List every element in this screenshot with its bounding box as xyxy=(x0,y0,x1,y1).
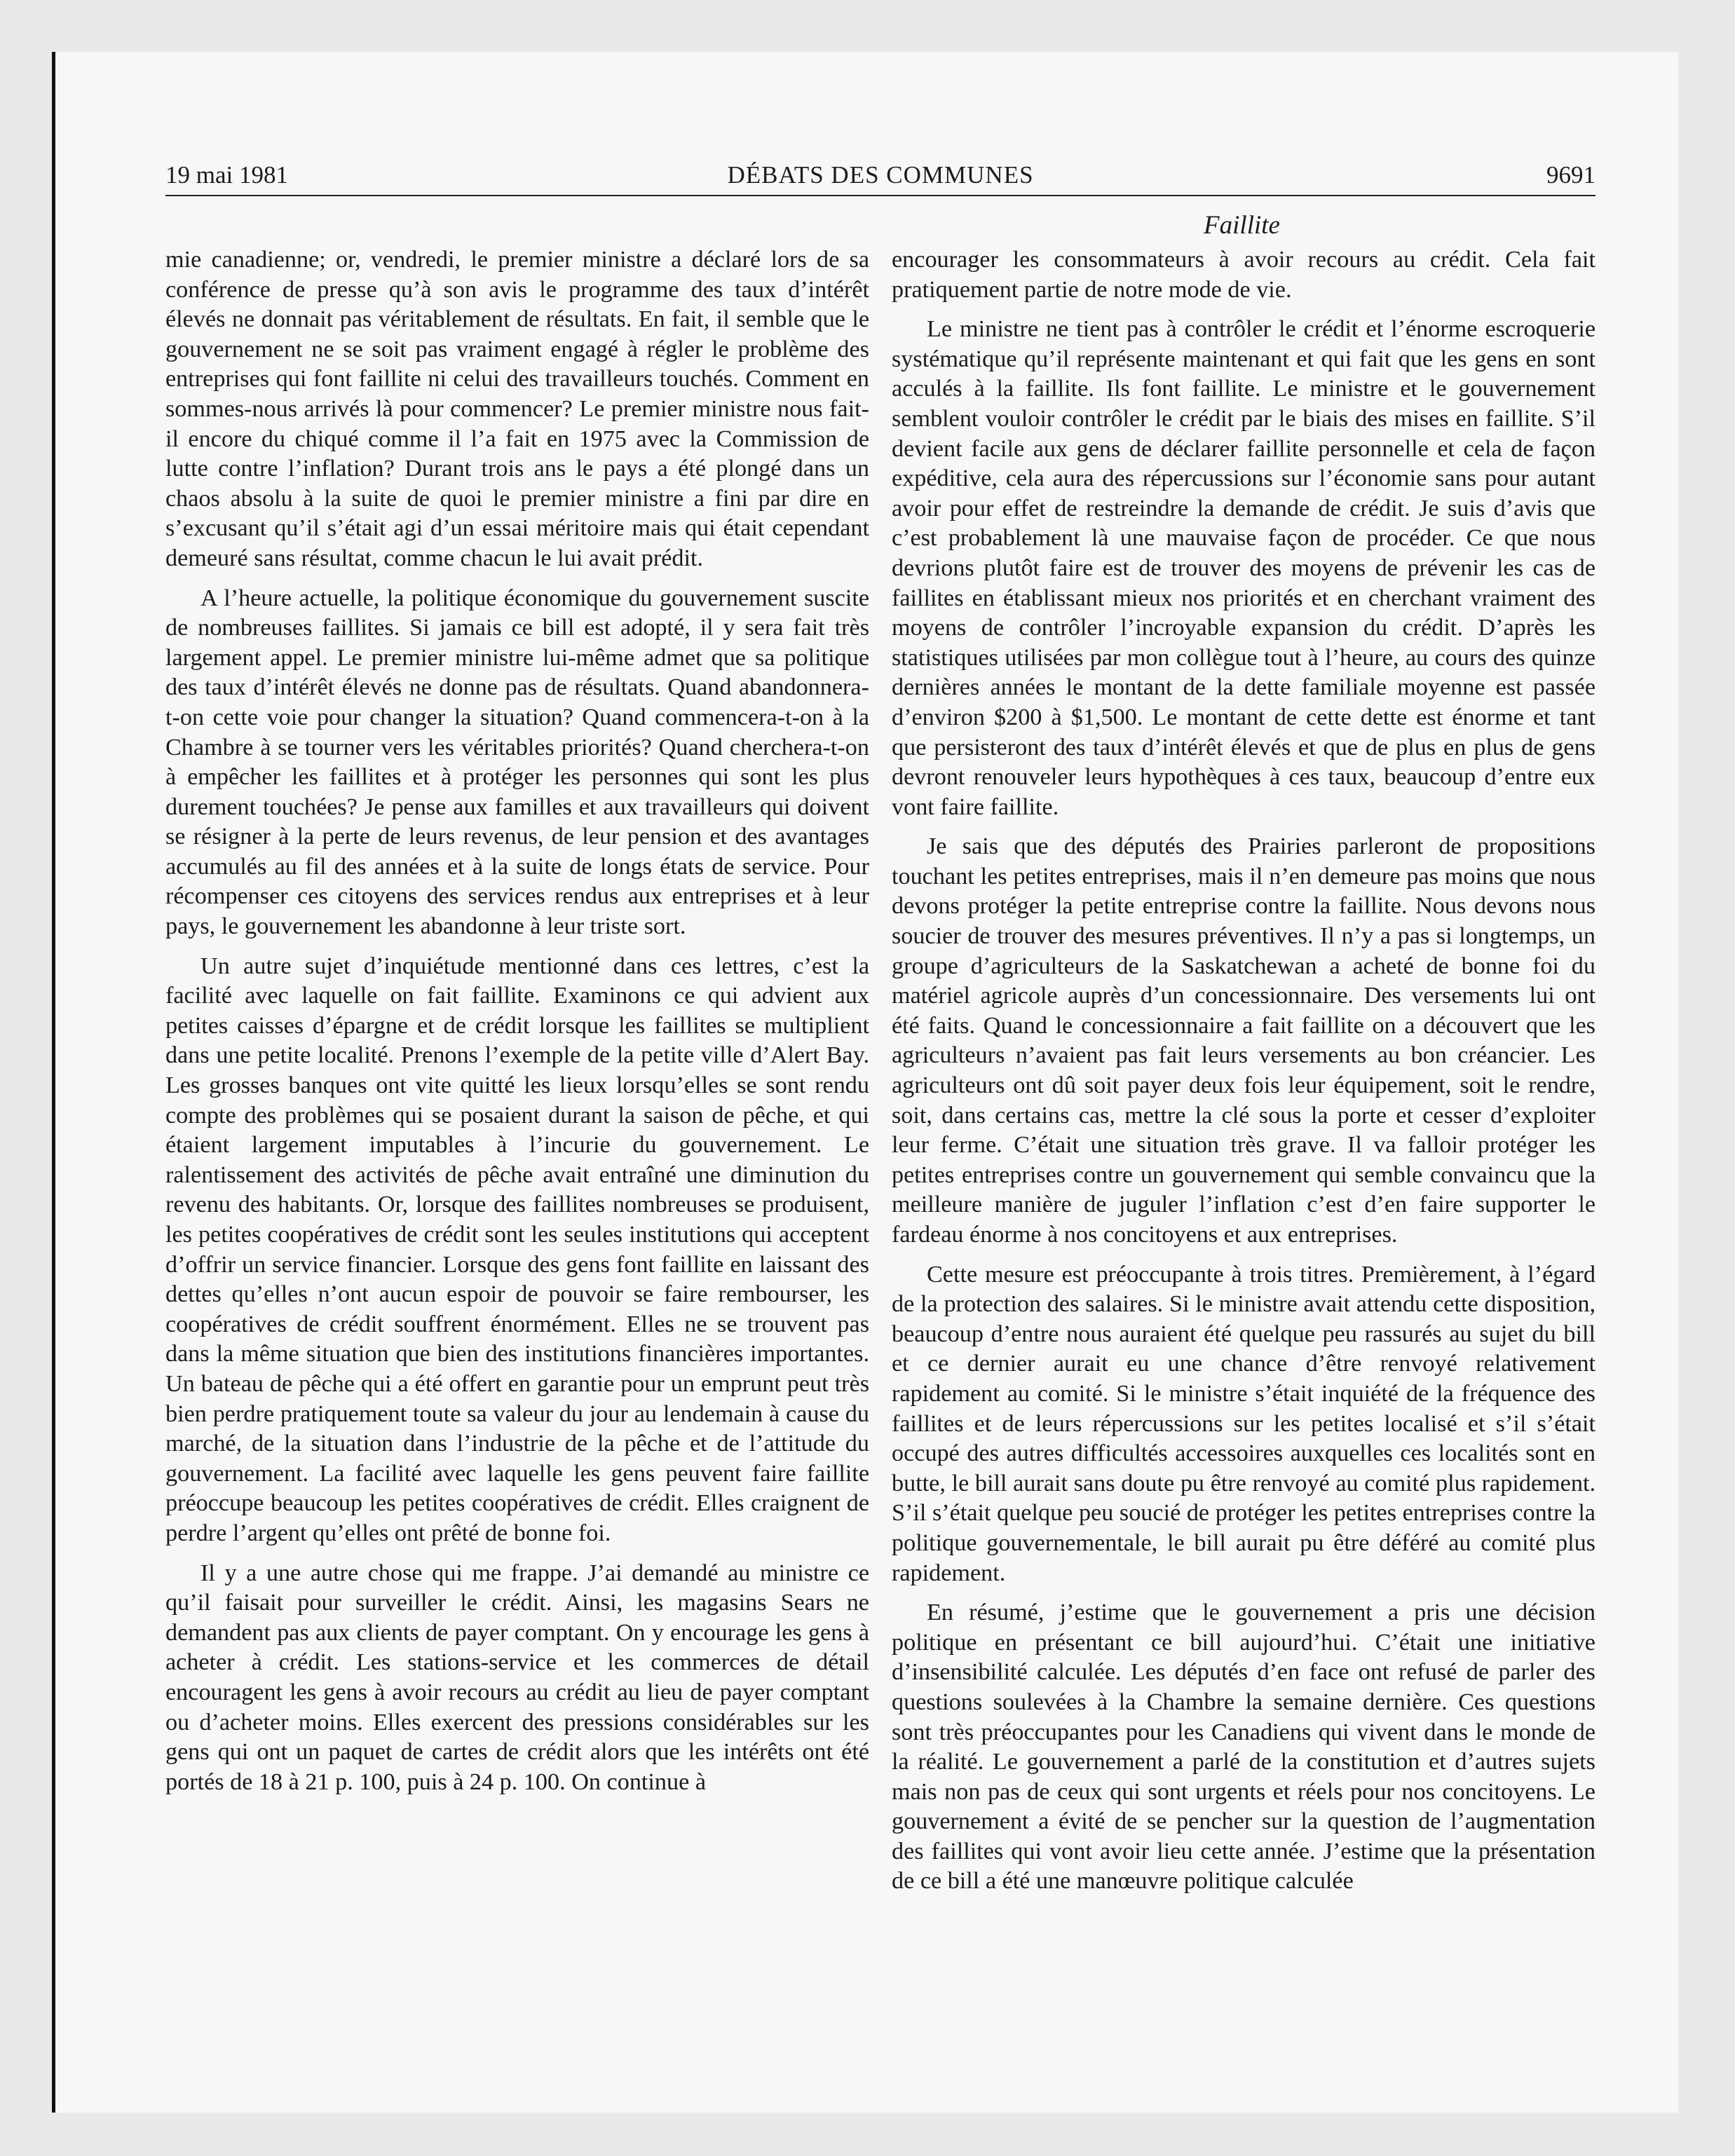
paragraph: Je sais que des députés des Prairies parleront de propositions touchant les petites entreprises, mais il n’en demeure pas moins que nous devons protéger la petite entreprise contre la faillite. Nous devons nous soucier de trouver des mesures préventives. Il n’y a pas si longtemps, un groupe d’agriculteurs de la Saskatchewan a acheté de bonne foi du matériel agricole auprès d’un concessionnaire. Des versements lui ont été faits. Quand le concessionnaire a fait faillite on a découvert que les agriculteurs n’avaient pas fait leurs versements au bon créancier. Les agriculteurs ont dû soit payer deux fois leur équipement, soit le rendre, soit, dans certains cas, mettre la clé sous la porte et cesser d’exploiter leur ferme. C’était une situation très grave. Il va falloir protéger les petites entreprises contre un gouvernement qui semble convaincu que la meilleure manière de juguler l’inflation c’est d’en faire supporter le fardeau énorme à nos concitoyens et aux entreprises. xyxy=(892,833,1595,1248)
header-title: DÉBATS DES COMMUNES xyxy=(727,161,1034,189)
right-column xyxy=(892,245,1595,1906)
left-column xyxy=(165,245,869,1807)
paragraph: encourager les consommateurs à avoir recours au crédit. Cela fait pratiquement partie de notre mode de vie. xyxy=(892,247,1595,303)
page-number: 9691 xyxy=(1546,161,1595,189)
paragraph: Le ministre ne tient pas à contrôler le crédit et l’énorme escroquerie systématique qu’il représente maintenant et qui fait que les gens en sont acculés à la faillite. Ils font faillite. Le ministre et le gouvernement semblent vouloir contrôler le crédit par le biais des mises en faillite. S’il devient facile aux gens de déclarer faillite personnelle et cela de façon expéditive, cela aura des répercussions sur l’économie sans pour autant avoir pour effet de restreindre la demande de crédit. Je suis d’avis que c’est probablement là une mauvaise façon de procéder. Ce que nous devrions plutôt faire est de trouver des moyens de prévenir les cas de faillites en établissant mieux nos priorités et en cherchant vraiment des moyens de contrôler l’incroyable expansion du crédit. D’après les statistiques utilisées par mon collègue tout à l’heure, au cours des quinze dernières années le montant de la dette familiale moyenne est passée d’environ $200 à $1,500. Le montant de cette dette est énorme et tant que persisteront des taux d’intérêt élevés et que de plus en plus de gens devront renouveler leurs hypothèques à ces taux, beaucoup d’entre eux vont faire faillite. xyxy=(892,316,1595,820)
paragraph: mie canadienne; or, vendredi, le premier ministre a déclaré lors de sa conférence de presse qu’à son avis le programme des taux d’intérêt élevés ne donnait pas véritablement de résultats. En fait, il semble que le gouvernement ne se soit pas vraiment engagé à régler le problème des entreprises qui font faillite ni celui des travailleurs touchés. Comment en sommes-nous arrivés là pour commencer? Le premier ministre nous fait-il encore du chiqué comme il l’a fait en 1975 avec la Commission de lutte contre l’inflation? Durant trois ans le pays a été plongé dans un chaos absolu à la suite de quoi le premier ministre a fini par dire en s’excusant qu’il s’était agi d’un essai méritoire mais qui était cependant demeuré sans résultat, comme chacun le lui avait prédit. xyxy=(165,247,869,571)
running-header xyxy=(165,161,1595,196)
scan-edge xyxy=(52,52,55,2113)
paragraph: Un autre sujet d’inquiétude mentionné dans ces lettres, c’est la facilité avec laquelle on fait faillite. Examinons ce qui advient aux petites caisses d’épargne et de crédit lorsque les faillites se multiplient dans une petite localité. Prenons l’exemple de la petite ville d’Alert Bay. Les grosses banques ont vite quitté les lieux lorsqu’elles se sont rendu compte des problèmes qui se posaient durant la saison de pêche, et qui étaient largement imputables à l’incurie du gouvernement. Le ralentissement des activités de pêche avait entraîné une diminution du revenu des habitants. Or, lorsque des faillites nombreuses se produisent, les petites coopératives de crédit sont les seules institutions qui acceptent d’offrir un service financier. Lorsque des gens font faillite en laissant des dettes qu’elles n’ont aucun espoir de pouvoir se faire rembourser, les coopératives de crédit souffrent énormément. Elles ne se trouvent pas dans la même situation que bien des institutions financières importantes. Un bateau de pêche qui a été offert en garantie pour un emprunt peut très bien perdre pratiquement toute sa valeur du jour au lendemain à cause du marché, de la situation dans l’industrie de la pêche et de l’attitude du gouvernement. La facilité avec laquelle les gens peuvent faire faillite préoccupe beaucoup les petites coopératives de crédit. Elles craignent de perdre l’argent qu’elles ont prêté de bonne foi. xyxy=(165,953,869,1546)
paragraph: En résumé, j’estime que le gouvernement a pris une décision politique en présentant ce bill aujourd’hui. C’était une initiative d’insensibilité calculée. Les députés d’en face ont refusé de parler des questions soulevées à la Chambre la semaine dernière. Ces questions sont très préoccupantes pour les Canadiens qui vivent dans le monde de la réalité. Le gouvernement a parlé de la constitution et d’autres sujets mais non pas de ceux qui sont urgents et réels pour nos concitoyens. Le gouvernement a évité de se pencher sur la question de l’augmentation des faillites qui vont avoir lieu cette année. J’estime que la présentation de ce bill a été une manœuvre politique calculée xyxy=(892,1599,1595,1895)
paragraph: Cette mesure est préoccupante à trois titres. Premièrement, à l’égard de la protection des salaires. Si le ministre avait attendu cette disposition, beaucoup d’entre nous auraient été quelque peu rassurés au sujet du bill et ce dernier aurait eu une chance d’être renvoyé relativement rapidement au comité. Si le ministre s’était inquiété de la fréquence des faillites et de leurs répercussions sur les petites localisé et s’il s’était occupé des autres difficultés accessoires auxquelles ces localités sont en butte, le bill aurait sans doute pu être renvoyé au comité plus rapidement. S’il s’était quelque peu soucié de protéger les petites entreprises contre la politique gouvernementale, le bill aurait pu être déféré au comité plus rapidement. xyxy=(892,1261,1595,1586)
paragraph: A l’heure actuelle, la politique économique du gouvernement suscite de nombreuses faillites. Si jamais ce bill est adopté, il y sera fait très largement appel. Le premier ministre lui-même admet que sa politique des taux d’intérêt élevés ne donne pas de résultats. Quand abandonnera-t-on cette voie pour changer la situation? Quand commencera-t-on à la Chambre à se tourner vers les véritables priorités? Quand cherchera-t-on à empêcher les faillites et à protéger les personnes qui sont les plus durement touchées? Je pense aux familles et aux travailleurs qui doivent se résigner à la perte de leurs revenus, de leur pension et des avantages accumulés au fil des années et à la suite de longs états de service. Pour récompenser ces citoyens des services rendus aux entreprises et à leur pays, le gouvernement les abandonne à leur triste sort. xyxy=(165,585,869,940)
paragraph: Il y a une autre chose qui me frappe. J’ai demandé au ministre ce qu’il faisait pour surveiller le crédit. Ainsi, les magasins Sears ne demandent pas aux clients de payer comptant. On y encourage les gens à acheter à crédit. Les stations-service et les commerces de détail encouragent les gens à avoir recours au crédit au lieu de payer comptant ou d’acheter moins. Elles exercent des pressions considérables sur les gens qui ont un paquet de cartes de crédit alors que les intérêts ont été portés de 18 à 21 p. 100, puis à 24 p. 100. On continue à xyxy=(165,1560,869,1795)
header-date: 19 mai 1981 xyxy=(165,161,288,189)
subject-heading: Faillite xyxy=(1204,211,1280,240)
